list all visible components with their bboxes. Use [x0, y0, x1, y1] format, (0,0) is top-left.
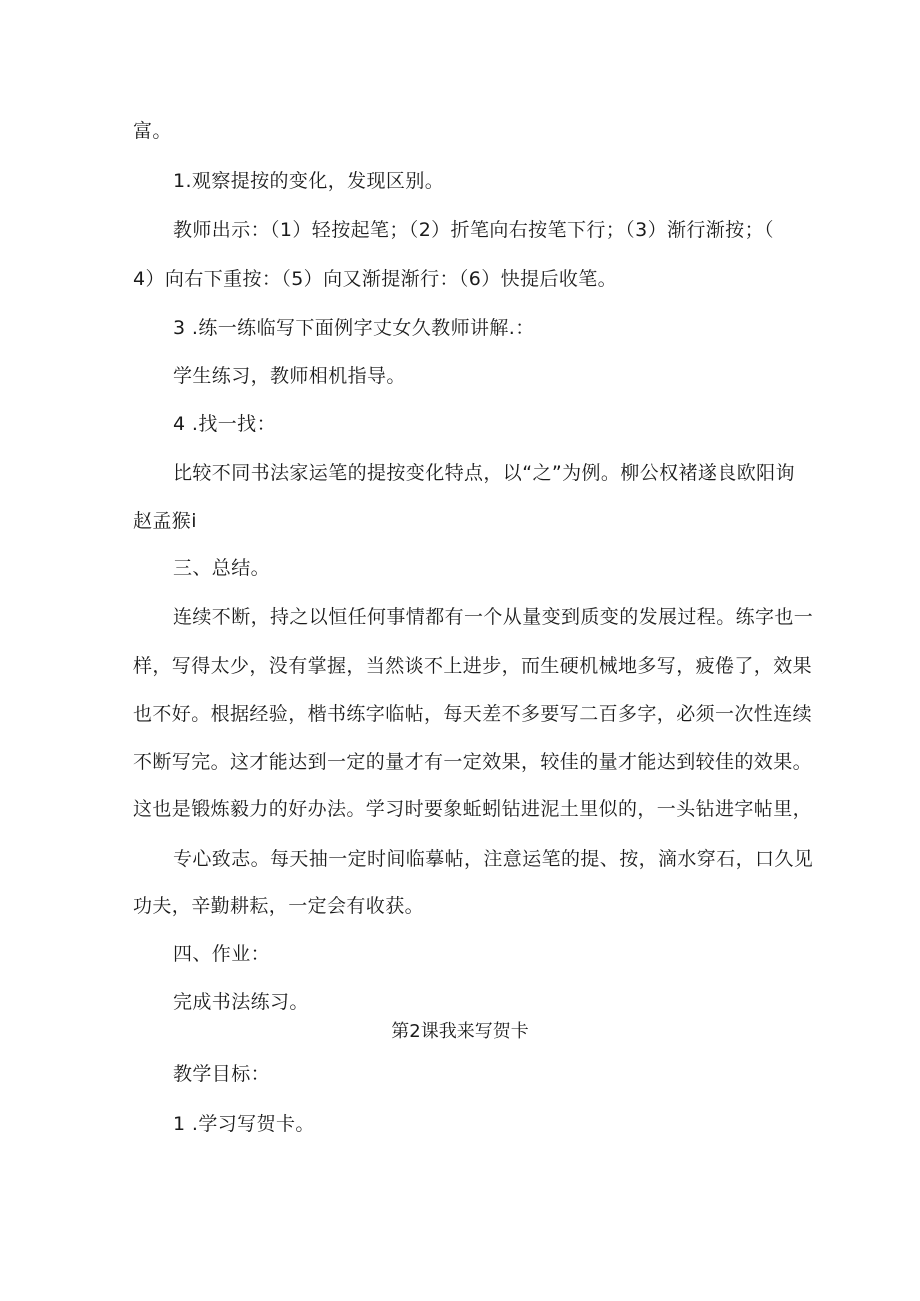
summary-paragraph-line-3: 也不好。根据经验，楷书练字临帖，每天差不多要写二百多字，必须一次性连续 — [133, 703, 813, 725]
summary-paragraph-line-2: 样，写得太少，没有掌握，当然谈不上进步，而生硬机械地多写，疲倦了，效果 — [133, 655, 813, 677]
compare-calligraphers-line-1: 比较不同书法家运笔的提按变化特点，以“之”为例。柳公权褚遂良欧阳询 — [173, 462, 795, 484]
teaching-goals-heading: 教学目标： — [173, 1063, 271, 1085]
goal-1-line: 1 .学习写贺卡。 — [173, 1113, 315, 1135]
teacher-shows-line-1: 教师出示：（1）轻按起笔；（2）折笔向右按笔下行；（3）渐行渐按；（ — [173, 219, 774, 241]
paragraph-continuation: 富。 — [133, 120, 172, 142]
step-3-heading: 3 .练一练临写下面例字丈女久教师讲解.： — [173, 317, 535, 339]
summary-paragraph-line-1: 连续不断，持之以恒任何事情都有一个从量变到质变的发展过程。练字也一 — [173, 606, 814, 628]
summary-paragraph-line-4: 不断写完。这才能达到一定的量才有一定效果，较佳的量才能达到较佳的效果。 — [133, 751, 813, 773]
compare-calligraphers-line-2: 赵孟猴i — [133, 510, 197, 532]
homework-line: 完成书法练习。 — [173, 991, 309, 1013]
step-4-heading: 4 .找一找： — [173, 413, 276, 435]
lesson-2-title: 第2课我来写贺卡 — [391, 1021, 529, 1042]
student-practice-line: 学生练习，教师相机指导。 — [173, 365, 406, 387]
summary-paragraph-line-7: 功夫，辛勤耕耘，一定会有收获。 — [133, 895, 425, 917]
summary-paragraph-line-6: 专心致志。每天抽一定时间临摹帖，注意运笔的提、按，滴水穿石，口久见 — [173, 848, 814, 870]
section-4-heading: 四、作业： — [173, 943, 271, 965]
step-1-heading: 1.观察提按的变化，发现区别。 — [173, 170, 445, 192]
teacher-shows-line-2: 4）向右下重按：（5）向又渐提渐行：（6）快提后收笔。 — [133, 268, 618, 290]
section-3-heading: 三、总结。 — [173, 557, 271, 579]
summary-paragraph-line-5: 这也是锻炼毅力的好办法。学习时要象蚯蚓钻进泥土里似的，一头钻进字帖里， — [133, 798, 813, 820]
